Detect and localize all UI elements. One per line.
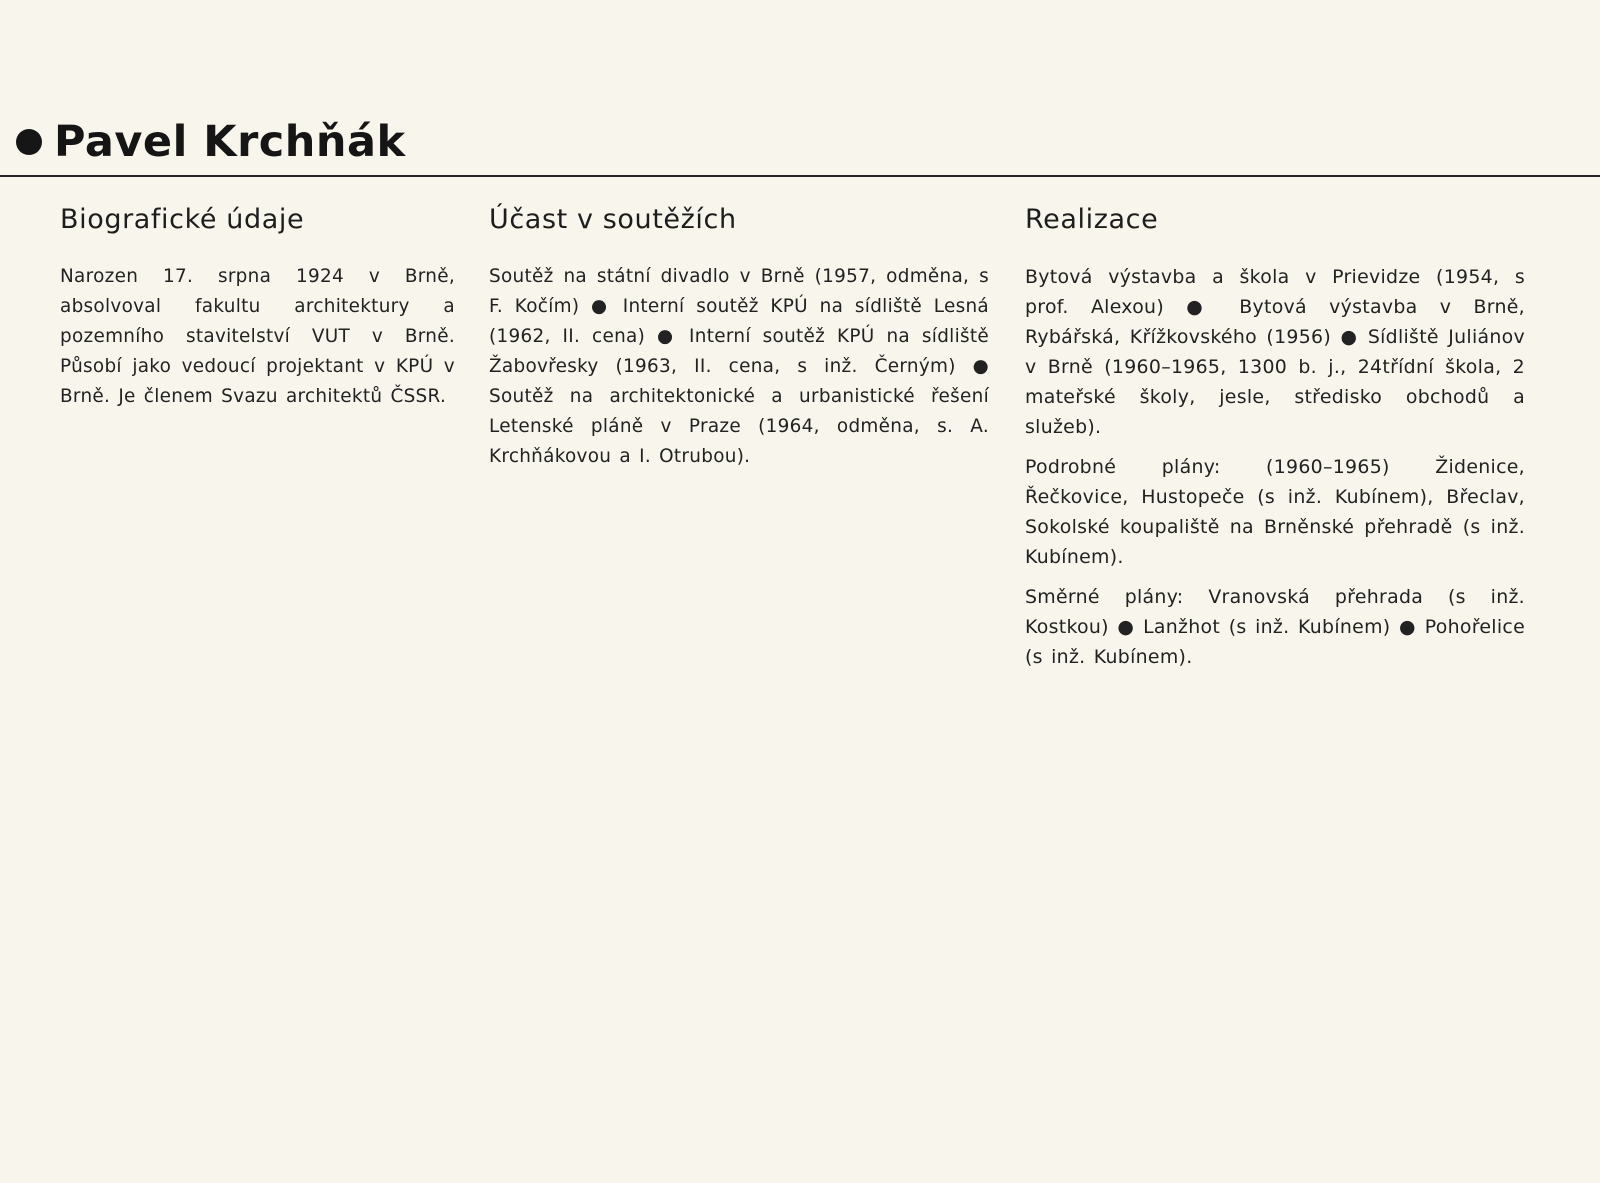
person-name: Pavel Krchňák xyxy=(54,117,406,167)
biography-paragraph: Narozen 17. srpna 1924 v Brně, absolvoval fakultu architektury a pozemního stavitelství VUT v Brně. Působí jako vedoucí projektant v KPÚ v Brně. Je členem Svazu architektů ČSSR. xyxy=(60,266,455,407)
page-header xyxy=(16,112,406,172)
column-heading: Biografické údaje xyxy=(60,204,305,235)
header-rule xyxy=(0,175,1600,177)
bullet-icon xyxy=(16,129,42,155)
column-heading: Účast v soutěžích xyxy=(489,204,737,235)
competitions-paragraph: Soutěž na státní divadlo v Brně (1957, odměna, s F. Kočím) ● Interní soutěž KPÚ na sídliště Lesná (1962, II. cena) ● Interní soutěž KPÚ na sídliště Žabovřesky (1963, II. cena, s inž. Černým) ● Soutěž na architektonické a urbanistické řešení Letenské pláně v Praze (1964, odměna, s. A. Krchňákovou a I. Otrubou). xyxy=(489,266,989,467)
column-competitions xyxy=(489,200,989,482)
master-plans-paragraph: Směrné plány: Vranovská přehrada (s inž. Kostkou) ● Lanžhot (s inž. Kubínem) ● Pohořelice (s inž. Kubínem). xyxy=(1025,586,1525,668)
detailed-plans-paragraph: Podrobné plány: (1960–1965) Židenice, Řečkovice, Hustopeče (s inž. Kubínem), Břeclav, Sokolské koupaliště na Brněnské přehradě (s inž. Kubínem). xyxy=(1025,456,1525,568)
column-heading: Realizace xyxy=(1025,204,1159,235)
column-realizations xyxy=(1025,200,1525,682)
column-biography xyxy=(60,200,455,422)
realizations-paragraph: Bytová výstavba a škola v Prievidze (1954, s prof. Alexou) ● Bytová výstavba v Brně, Rybářská, Křížkovského (1956) ● Sídliště Juliánov v Brně (1960–1965, 1300 b. j., 24třídní škola, 2 mateřské školy, jesle, středisko obchodů a služeb). xyxy=(1025,266,1525,438)
